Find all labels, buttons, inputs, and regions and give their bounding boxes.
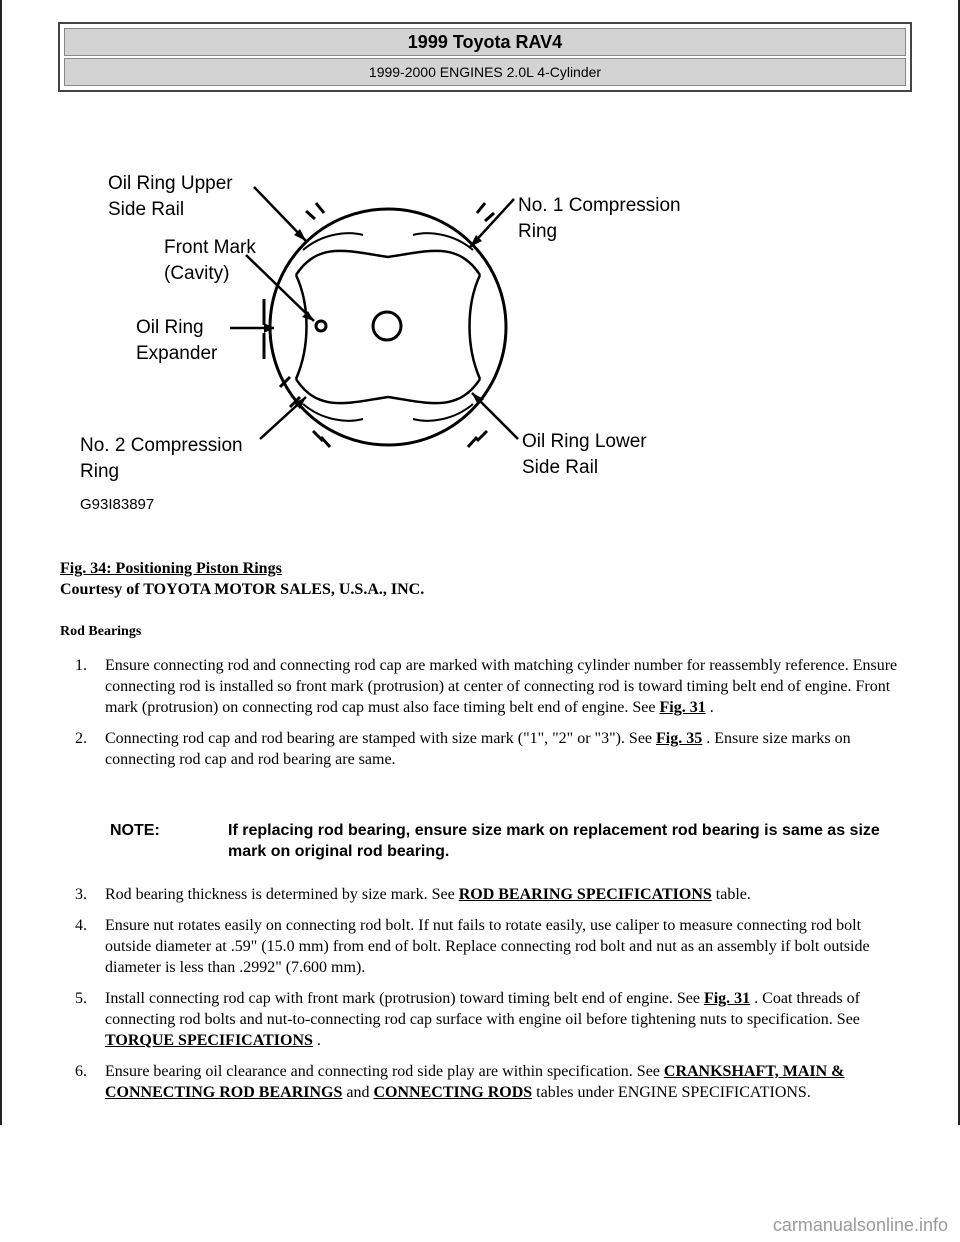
steps-list-a: [60, 655, 910, 770]
figure-caption: [60, 558, 424, 600]
label-no2-compression: No. 2 Compression: [80, 435, 243, 456]
note-text: If replacing rod bearing, ensure size mark on replacement rod bearing is same as size mark on original rod bearing.: [228, 822, 880, 860]
step-number: 3.: [75, 886, 87, 903]
steps-list-b: [60, 884, 910, 1103]
label-front-mark-2: (Cavity): [164, 263, 230, 284]
step-number: 1.: [75, 657, 87, 674]
header-subtitle: 1999-2000 ENGINES 2.0L 4-Cylinder: [64, 58, 906, 86]
note-label: NOTE:: [110, 822, 160, 839]
step-4: [60, 915, 910, 978]
step-3: [60, 884, 910, 905]
label-oil-ring-upper: Oil Ring Upper: [108, 173, 233, 194]
connecting-rods-link[interactable]: CONNECTING RODS: [373, 1084, 533, 1101]
step-number: 2.: [75, 730, 87, 747]
label-no1-compression: No. 1 Compression: [518, 195, 681, 216]
header-title: 1999 Toyota RAV4: [64, 28, 906, 56]
step-number: 5.: [75, 990, 87, 1007]
torque-specs-link[interactable]: TORQUE SPECIFICATIONS: [105, 1032, 313, 1049]
page-border-left: [0, 0, 2, 1125]
fig-31-link[interactable]: Fig. 31: [659, 699, 706, 716]
note-block: [110, 820, 890, 862]
step-text: Connecting rod cap and rod bearing are stamped with size mark ("1", "2" or "3"). See: [105, 730, 657, 747]
section-heading: Rod Bearings: [60, 624, 142, 639]
fig-31-link-2[interactable]: Fig. 31: [703, 990, 751, 1007]
step-text: Ensure nut rotates easily on connecting rod bolt. If nut fails to rotate easily, use caliper to measure connecting rod bolt outside diameter at .59" (15.0 mm) from end of bolt. Replace connecting rod bolt and nut as an assembly if bolt outside diameter is less than .2992" (7.600 mm).: [105, 917, 870, 976]
caption-courtesy: Courtesy of TOYOTA MOTOR SALES, U.S.A., INC.: [60, 581, 425, 598]
step-number: 6.: [75, 1063, 87, 1080]
step-text: Ensure connecting rod and connecting rod cap are marked with matching cylinder number for reassembly reference. Ensure connecting rod is installed so front mark (protrusion) at center of connecting rod is toward timing belt end of engine. Front mark (protrusion) on connecting rod cap must also face timing belt end of engine. See: [105, 657, 898, 716]
step-5: [60, 988, 910, 1051]
label-front-mark: Front Mark: [164, 237, 256, 258]
step-text: Ensure bearing oil clearance and connecting rod side play are within specification. See: [105, 1063, 664, 1080]
step-6: [60, 1061, 910, 1103]
step-text-after: . Ensure size marks on connecting rod cap and rod bearing are same.: [105, 730, 851, 768]
step-text-after: table.: [711, 886, 751, 903]
step-1: [60, 655, 910, 718]
label-oil-ring-lower: Oil Ring Lower: [522, 431, 647, 452]
label-oil-ring-lower-2: Side Rail: [522, 457, 599, 478]
step-number: 4.: [75, 917, 87, 934]
piston-ring-figure: [78, 155, 718, 525]
front-mark-cavity: [316, 321, 326, 331]
watermark: carmanualsonline.info: [772, 1215, 948, 1235]
label-oil-ring-expander-2: Expander: [136, 343, 218, 364]
label-figure-id: G93I83897: [80, 496, 155, 513]
crankshaft-bearings-link[interactable]: CRANKSHAFT, MAIN & CONNECTING ROD BEARINGS: [105, 1063, 845, 1101]
step-text-after: tables under ENGINE SPECIFICATIONS.: [532, 1084, 811, 1101]
piston-ring-diagram: [78, 155, 718, 525]
step-2: [60, 728, 910, 770]
step-text-mid: and: [342, 1084, 374, 1101]
step-text: Install connecting rod cap with front mark (protrusion) toward timing belt end of engine. See: [105, 990, 704, 1007]
step-text: Rod bearing thickness is determined by size mark. See: [105, 886, 459, 903]
label-oil-ring-upper-2: Side Rail: [108, 199, 185, 220]
label-no1-compression-2: Ring: [518, 221, 558, 242]
label-oil-ring-expander: Oil Ring: [136, 317, 204, 338]
pin-hole: [373, 312, 401, 340]
label-no2-compression-2: Ring: [80, 461, 120, 482]
rod-bearing-specs-link[interactable]: ROD BEARING SPECIFICATIONS: [458, 886, 712, 903]
caption-title[interactable]: Fig. 34: Positioning Piston Rings: [60, 560, 282, 577]
step-text-after: .: [312, 1032, 321, 1049]
step-text-mid: . Coat threads of connecting rod bolts and nut-to-connecting rod cap surface with engine oil before tightening nuts to specification. See: [105, 990, 860, 1028]
fig-35-link[interactable]: Fig. 35: [656, 730, 703, 747]
step-text-after: .: [705, 699, 714, 716]
page-header: [58, 22, 912, 92]
